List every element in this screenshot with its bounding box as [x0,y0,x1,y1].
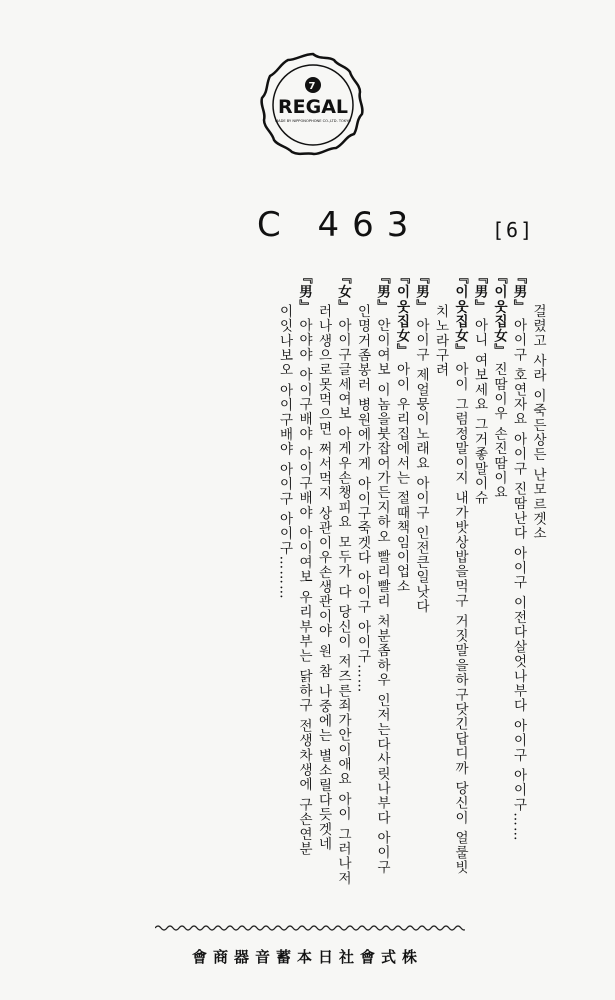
lyrics-text [274,270,547,910]
lyric-text: 인명거좀봉러 병원에가게 아이구죽겟다 아이구 아이구…… [354,304,371,694]
lyric-text: 아이 우리집에서는 절때책임이업소 [393,362,410,594]
regal-logo-icon [258,50,368,160]
speaker-label: 『男』 [471,270,488,315]
speaker-label: 『男』 [374,270,390,315]
lyric-line [352,270,372,910]
lyric-text: 치노라구려 [432,304,449,378]
lyric-text: 아니 여보세요 그거좋말이슈 [471,318,488,506]
lyric-text: 러나생으로못먹으면 쩌서먹지 상관이우손생관이야 원 참 나중에는 별소릴다듯겟네 [315,304,332,852]
lyric-text: 아이구 제얼뭉이노래요 아이구 인전큰일낫다 [413,318,429,614]
speaker-label: 『이웃집女』 [452,270,468,359]
speaker-label: 『男』 [413,270,429,315]
speaker-label: 『男』 [296,270,312,315]
page-number: [6] [492,218,535,242]
record-number: C 463 [257,205,422,245]
lyric-text: 걸렸고 사라 이죽든상든 난모르겟소 [530,304,546,541]
wavy-divider [155,924,465,932]
lyric-line [391,270,411,910]
lyric-line [333,270,353,910]
lyric-line [294,270,314,910]
regal-logo [258,50,368,160]
lyric-line [508,270,528,910]
lyric-line [430,270,450,910]
speaker-label: 『이웃집女』 [393,270,410,359]
lyric-text: 아이 그럼정말이지 내가밧상밥을먹구 거짓말을하구닷긴답디까 당신이 얼룰빗 [452,362,468,875]
lyric-line [274,270,294,910]
lyric-line [372,270,392,910]
svg-text:7: 7 [308,81,316,92]
speaker-label: 『이웃집女』 [491,270,507,359]
lyric-text: 아야야 아이구배야 아이구배야 아이여보 우리부부는 닭하구 전생차생에 구손연분 [296,318,312,857]
lyric-line [489,270,509,910]
lyric-text: 안이여보 이놈을붓잡어가든지하오 빨리빨리 처분좀하우 인저는다사릿나부다 아이구 [374,318,390,875]
svg-text:MADE BY NIPPONOPHONE CO.,LTD.: MADE BY NIPPONOPHONE CO.,LTD. TOKYO [275,119,351,123]
lyric-text: 아이구글세여보 아게우손챙피요 모두가 다 당신이 저즈른죄가안이애요 아이 그러나저 [335,318,351,886]
lyric-line [450,270,470,910]
lyric-line [411,270,431,910]
lyric-text: 진땀이우 손진땀이요 [491,362,507,500]
lyric-line [313,270,333,910]
lyric-line [528,270,548,910]
speaker-label: 『女』 [335,270,351,315]
footer-company-name: 會商器音蓄本日社會式株 [191,948,423,966]
lyric-text: 아이구 호연자요 아이구 진땀난다 아이구 이전다살엇나부다 아이구 아이구…… [510,318,527,842]
svg-text:REGAL: REGAL [277,96,349,118]
speaker-label: 『男』 [510,270,527,315]
lyric-line [469,270,489,910]
lyric-text: 이잇나보오 아이구배야 아이구 아이구……… [276,304,293,600]
